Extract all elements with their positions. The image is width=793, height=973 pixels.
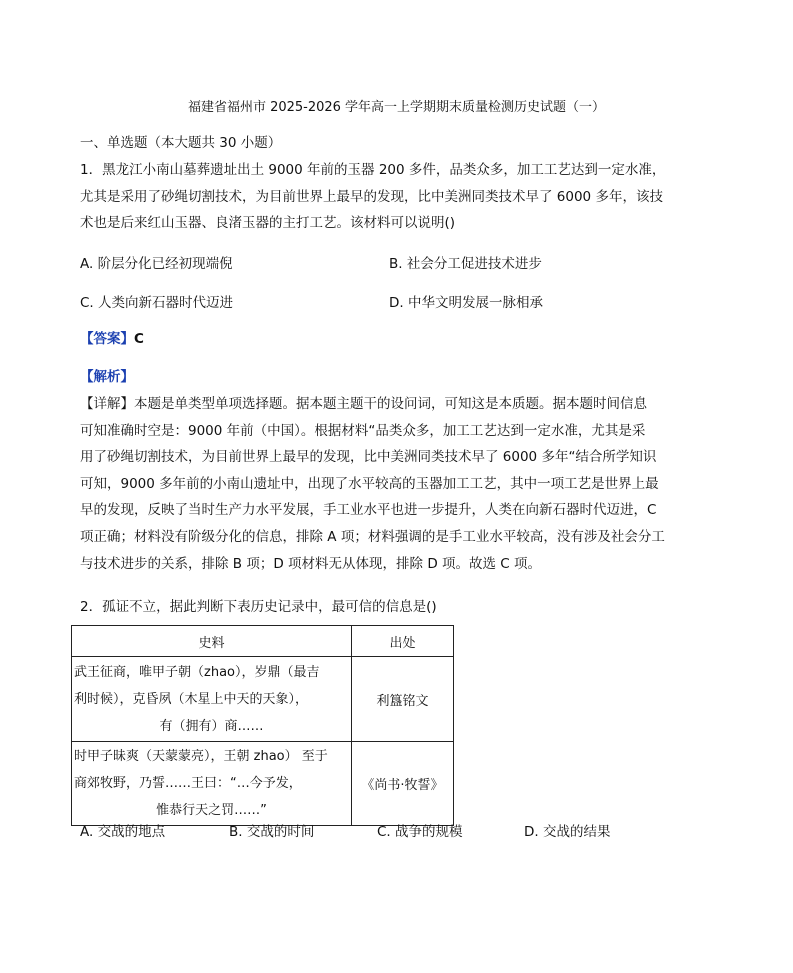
analysis-line: 早的发现，反映了当时生产力水平发展，手工业水平也进一步提升，人类在向新石器时代迈进，C xyxy=(80,502,657,519)
analysis-line: 可知，9000 多年前的小南山遗址中，出现了水平较高的玉器加工工艺，其中一项工艺是世界上最 xyxy=(80,475,659,492)
question-1-answer xyxy=(80,326,144,353)
table-cell-origin: 《尚书·牧誓》 xyxy=(352,742,454,826)
table-cell-origin: 利簋铭文 xyxy=(352,657,454,742)
answer-value: C xyxy=(134,331,144,347)
question-1-stem-line: 尤其是采用了砂绳切割技术，为目前世界上最早的发现，比中美洲同类技术早了 6000 多年，该技 xyxy=(80,188,663,205)
question-2-stem: 2．孤证不立，据此判断下表历史记录中，最可信的信息是() xyxy=(80,599,437,615)
analysis-line: 可知准确时空是：9000 年前（中国）。根据材料“品类众多，加工工艺达到一定水准，尤其是采 xyxy=(80,422,646,439)
question-1-option-b: B. 社会分工促进技术进步 xyxy=(389,256,542,272)
section-heading: 一、单选题（本大题共 30 小题） xyxy=(80,135,282,151)
analysis-line: 与技术进步的关系，排除 B 项；D 项材料无从体现，排除 D 项。故选 C 项。 xyxy=(80,555,542,572)
question-2-option-b: B. 交战的时间 xyxy=(229,824,315,840)
table-header-origin: 出处 xyxy=(352,626,454,657)
analysis-line: 项正确；材料没有阶级分化的信息，排除 A 项；材料强调的是手工业水平较高，没有涉及社会分工 xyxy=(80,528,665,545)
question-1-stem-line: 术也是后来红山玉器、良渚玉器的主打工艺。该材料可以说明() xyxy=(80,215,456,232)
question-1-option-d: D. 中华文明发展一脉相承 xyxy=(389,295,543,311)
question-1-analysis-tag: 【解析】 xyxy=(80,369,134,385)
question-2-option-c: C. 战争的规模 xyxy=(377,824,463,840)
analysis-line: 【详解】本题是单类型单项选择题。据本题主题干的设问词，可知这是本质题。据本题时间信息 xyxy=(80,396,647,412)
answer-tag: 【答案】 xyxy=(80,331,134,347)
question-1-stem-line: 1．黑龙江小南山墓葬遗址出土 9000 年前的玉器 200 多件，品类众多，加工工艺达到一定水准， xyxy=(80,162,666,178)
table-row xyxy=(72,657,454,742)
question-2-option-d: D. 交战的结果 xyxy=(524,824,611,840)
table-row xyxy=(72,742,454,826)
table-header-row xyxy=(72,626,454,657)
analysis-line: 用了砂绳切割技术，为目前世界上最早的发现，比中美洲同类技术早了 6000 多年“结合所学知识 xyxy=(80,449,657,466)
question-1-option-a: A. 阶层分化已经初现端倪 xyxy=(80,256,233,272)
historical-records-table xyxy=(71,625,454,826)
question-1-option-c: C. 人类向新石器时代迈进 xyxy=(80,295,234,311)
table-cell-source: 武王征商，唯甲子朝（zhao），岁鼎（最吉 利时候），克昏夙（木星上中天的天象）， 有（拥有）商…… xyxy=(72,657,352,742)
question-1-analysis xyxy=(80,391,716,577)
table-cell-source: 时甲子昧爽（天蒙蒙亮），王朝 zhao） 至于 商郊牧野，乃誓……王曰：“…今予发， 惟恭行天之罚……” xyxy=(72,742,352,826)
question-2-option-a: A. 交战的地点 xyxy=(80,824,166,840)
page-title: 福建省福州市 2025-2026 学年高一上学期期末质量检测历史试题（一） xyxy=(187,100,606,115)
question-1-stem xyxy=(80,157,716,237)
table-header-source: 史料 xyxy=(72,626,352,657)
